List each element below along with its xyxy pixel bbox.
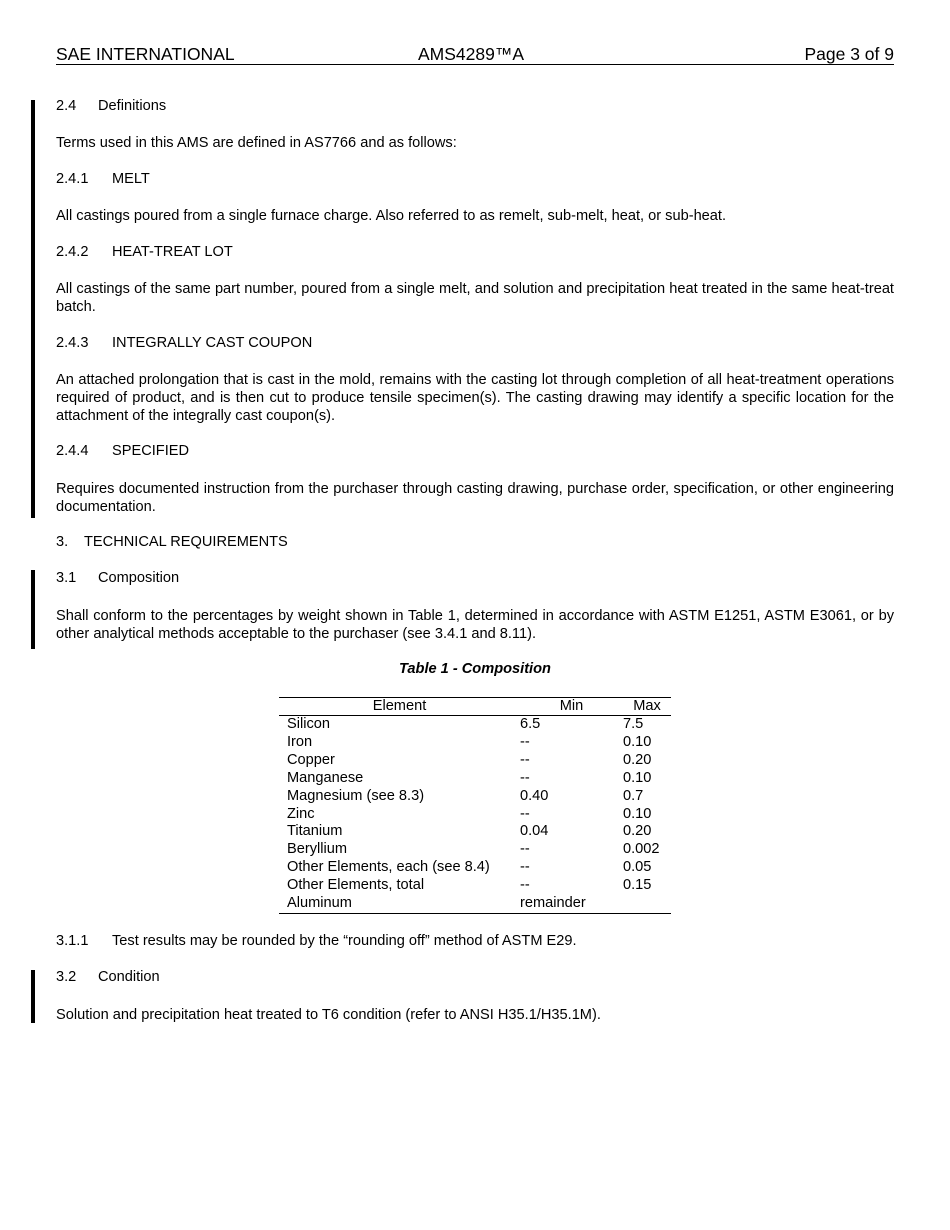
header-org: SAE INTERNATIONAL <box>56 44 235 64</box>
table-row <box>279 823 671 841</box>
table-row <box>279 806 671 824</box>
min-cell: 0.04 <box>520 823 549 840</box>
max-cell: 0.10 <box>623 733 652 750</box>
element-cell: Silicon <box>287 716 330 732</box>
section-heading: 3.1.1 Test results may be rounded by the “rounding off” method of ASTM E29. <box>56 933 577 949</box>
element-cell: Aluminum <box>287 895 352 912</box>
element-cell: Iron <box>287 733 313 750</box>
table-row <box>279 734 671 752</box>
element-cell: Manganese <box>287 769 364 786</box>
min-cell: remainder <box>520 895 586 912</box>
table-row <box>279 859 671 877</box>
section-body: All castings of the same part number, poured from a single melt, and solution and precipitation heat treated in the same heat-treat batch. <box>56 281 894 315</box>
section-body: Requires documented instruction from the purchaser through casting drawing, purchase order, specification, or other engineering documentation. <box>56 481 894 515</box>
section-heading: 2.4.2 HEAT-TREAT LOT <box>56 244 233 260</box>
section-heading: 2.4 Definitions <box>56 98 167 114</box>
section-heading: 3.1 Composition <box>56 570 180 586</box>
max-cell: 7.5 <box>623 716 644 732</box>
section-heading: 3. TECHNICAL REQUIREMENTS <box>56 534 288 550</box>
section-body: Solution and precipitation heat treated to T6 condition (refer to ANSI H35.1/H35.1M). <box>56 1007 601 1023</box>
min-cell: -- <box>520 769 530 786</box>
header-doc-number: AMS4289™A <box>418 44 525 64</box>
table-row <box>279 877 671 895</box>
composition-table <box>279 697 671 914</box>
min-cell: -- <box>520 733 530 750</box>
table-row <box>279 752 671 770</box>
element-cell: Titanium <box>287 823 343 840</box>
min-cell: -- <box>520 877 530 894</box>
max-cell: 0.20 <box>623 823 652 840</box>
table-caption: Table 1 - Composition <box>399 661 551 677</box>
max-cell: 0.10 <box>623 769 652 786</box>
table-row <box>279 841 671 859</box>
max-cell: 0.15 <box>623 877 652 894</box>
element-cell: Zinc <box>287 805 315 822</box>
table-header-row <box>279 698 671 716</box>
min-cell: -- <box>520 805 530 822</box>
element-cell: Copper <box>287 751 335 768</box>
change-bar <box>31 100 35 518</box>
column-header: Min <box>520 698 623 716</box>
section-heading: 2.4.4 SPECIFIED <box>56 443 190 459</box>
table-row <box>279 895 671 913</box>
section-body: Shall conform to the percentages by weight shown in Table 1, determined in accordance with ASTM E1251, ASTM E3061, or by other analytical methods acceptable to the purchaser (see 3.4.1 and 8.11). <box>56 608 894 642</box>
change-bar <box>31 970 35 1023</box>
section-body: An attached prolongation that is cast in the mold, remains with the casting lot through completion of all heat-treatment operations required of product, and is then cut to produce tensile specimen(s). The casting drawing may identify a specific location for the attachment of the integrally cast coupon(s). <box>56 372 894 424</box>
element-cell: Other Elements, total <box>287 877 425 894</box>
section-heading: 2.4.1 MELT <box>56 171 150 187</box>
column-header: Max <box>623 698 671 716</box>
table-row <box>279 788 671 806</box>
max-cell: 0.05 <box>623 859 652 876</box>
element-cell: Beryllium <box>287 841 348 858</box>
min-cell: 0.40 <box>520 787 549 804</box>
section-body: Terms used in this AMS are defined in AS7766 and as follows: <box>56 135 457 151</box>
column-header: Element <box>279 698 520 716</box>
section-heading: 2.4.3 INTEGRALLY CAST COUPON <box>56 335 313 351</box>
min-cell: -- <box>520 859 530 876</box>
min-cell: -- <box>520 751 530 768</box>
min-cell: 6.5 <box>520 716 541 732</box>
change-bar <box>31 570 35 649</box>
max-cell: 0.002 <box>623 841 660 858</box>
max-cell: 0.20 <box>623 751 652 768</box>
page-header <box>56 44 894 65</box>
element-cell: Other Elements, each (see 8.4) <box>287 859 490 876</box>
section-heading: 3.2 Condition <box>56 969 160 985</box>
header-page-number: Page 3 of 9 <box>804 44 894 64</box>
section-body: All castings poured from a single furnace charge. Also referred to as remelt, sub-melt, heat, or sub-heat. <box>56 208 727 224</box>
table-row <box>279 770 671 788</box>
min-cell: -- <box>520 841 530 858</box>
max-cell: 0.10 <box>623 805 652 822</box>
max-cell: 0.7 <box>623 787 644 804</box>
max-cell <box>623 895 671 913</box>
element-cell: Magnesium (see 8.3) <box>287 787 425 804</box>
table-row <box>279 716 671 734</box>
